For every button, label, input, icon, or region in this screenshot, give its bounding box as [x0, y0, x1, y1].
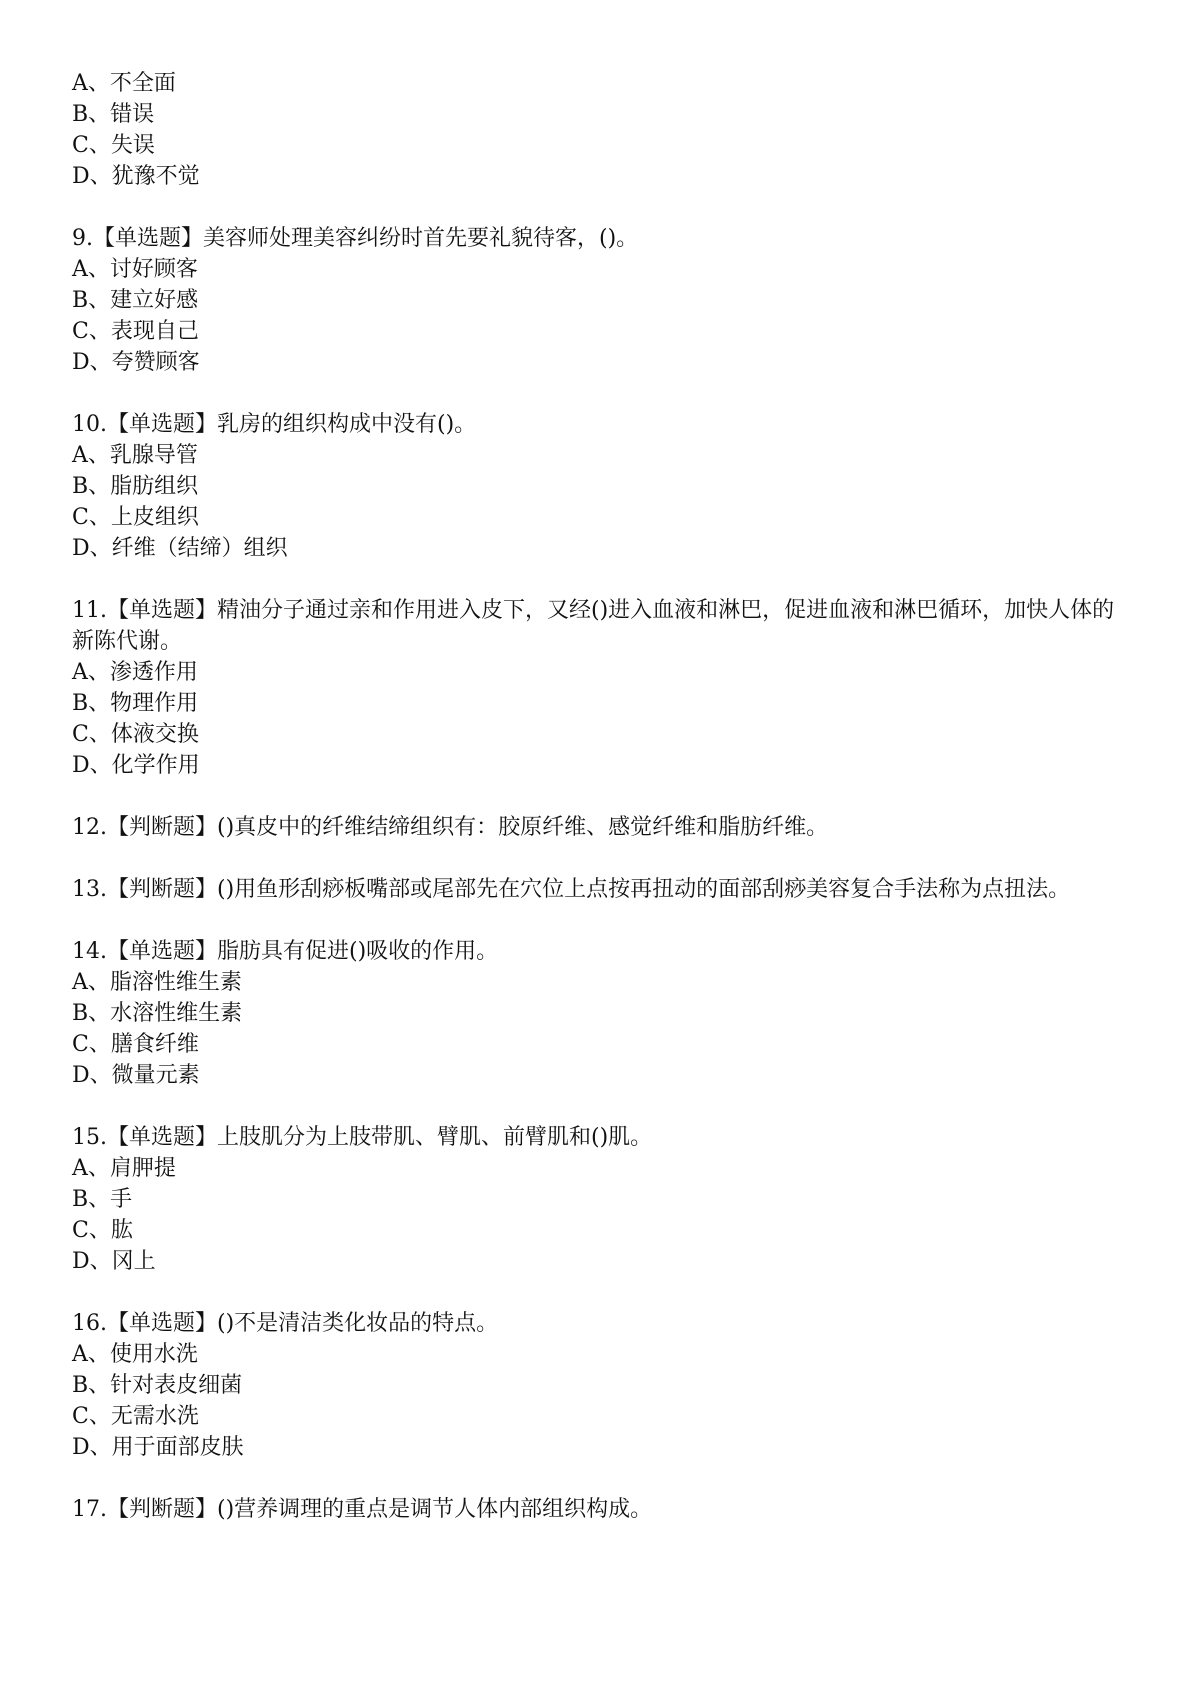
option-c: C、无需水洗 [72, 1404, 199, 1429]
option-c: C、肱 [72, 1218, 133, 1243]
option-a: A、脂溶性维生素 [72, 970, 242, 995]
option-a: A、使用水洗 [72, 1342, 198, 1367]
question-14 [72, 936, 1132, 1091]
question-text: 16.【单选题】()不是清洁类化妆品的特点。 [72, 1311, 499, 1336]
question-17 [72, 1494, 1132, 1525]
question-15 [72, 1122, 1132, 1277]
question-text: 15.【单选题】上肢肌分为上肢带肌、臂肌、前臂肌和()肌。 [72, 1125, 653, 1150]
option-d: D、冈上 [72, 1249, 156, 1274]
question-text: 12.【判断题】()真皮中的纤维结缔组织有：胶原纤维、感觉纤维和脂肪纤维。 [72, 815, 829, 840]
question-text: 9.【单选题】美容师处理美容纠纷时首先要礼貌待客，()。 [72, 226, 639, 251]
question-16 [72, 1308, 1132, 1463]
option-b: B、建立好感 [72, 288, 199, 313]
question-12 [72, 812, 1132, 843]
option-a: A、渗透作用 [72, 660, 198, 685]
option-c: C、体液交换 [72, 722, 199, 747]
option-b: B、脂肪组织 [72, 474, 199, 499]
option-d: D、纤维（结缔）组织 [72, 536, 288, 561]
option-c: C、表现自己 [72, 319, 199, 344]
question-11 [72, 595, 1132, 781]
option-d: D、用于面部皮肤 [72, 1435, 244, 1460]
option-b: B、水溶性维生素 [72, 1001, 243, 1026]
option-b: B、物理作用 [72, 691, 199, 716]
option-c: C、上皮组织 [72, 505, 199, 530]
option-b: B、错误 [72, 102, 155, 127]
question-text: 10.【单选题】乳房的组织构成中没有()。 [72, 412, 477, 437]
question-text: 14.【单选题】脂肪具有促进()吸收的作用。 [72, 939, 499, 964]
question-text: 13.【判断题】()用鱼形刮痧板嘴部或尾部先在穴位上点按再扭动的面部刮痧美容复合手法称为点扭法。 [72, 877, 1071, 902]
question-text: 17.【判断题】()营养调理的重点是调节人体内部组织构成。 [72, 1497, 653, 1522]
option-a: A、肩胛提 [72, 1156, 176, 1181]
option-d: D、犹豫不觉 [72, 164, 200, 189]
option-a: A、不全面 [72, 71, 176, 96]
option-a: A、讨好顾客 [72, 257, 198, 282]
option-b: B、手 [72, 1187, 133, 1212]
option-d: D、夸赞顾客 [72, 350, 200, 375]
question-13 [72, 874, 1132, 905]
lead-options-block [72, 68, 1132, 192]
option-c: C、膳食纤维 [72, 1032, 199, 1057]
option-d: D、微量元素 [72, 1063, 200, 1088]
document-page [72, 68, 1132, 1525]
question-text: 11.【单选题】精油分子通过亲和作用进入皮下，又经()进入血液和淋巴，促进血液和淋巴循环，加快人体的新陈代谢。 [72, 598, 1115, 654]
question-10 [72, 409, 1132, 564]
option-c: C、失误 [72, 133, 155, 158]
option-b: B、针对表皮细菌 [72, 1373, 243, 1398]
question-9 [72, 223, 1132, 378]
option-a: A、乳腺导管 [72, 443, 198, 468]
option-d: D、化学作用 [72, 753, 200, 778]
